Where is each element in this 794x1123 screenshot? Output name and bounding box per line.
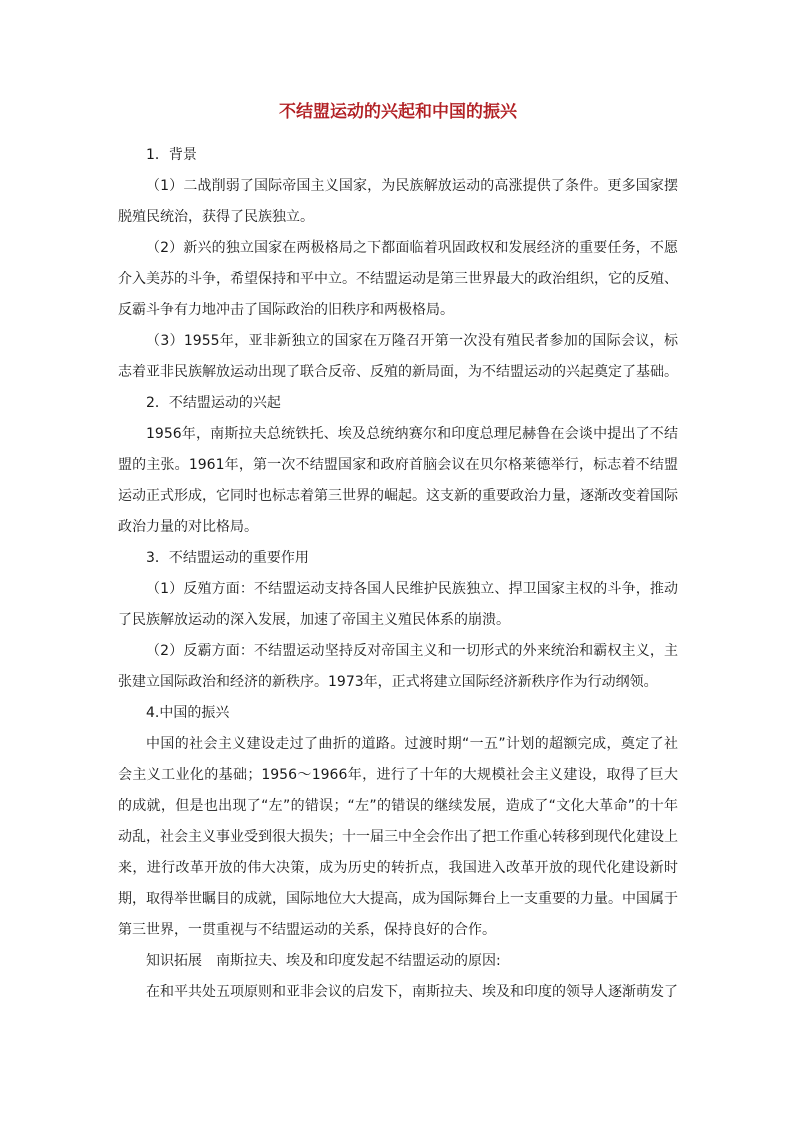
paragraph: （2）新兴的独立国家在两极格局之下都面临着巩固政权和发展经济的重要任务，不愿介入美苏的斗争，希望保持和平中立。不结盟运动是第三世界最大的政治组织，它的反殖、反霸斗争有力地冲击了国际政治的旧秩序和两极格局。 [118, 240, 678, 318]
paragraph: 1956年，南斯拉夫总统铁托、埃及总统纳赛尔和印度总理尼赫鲁在会谈中提出了不结盟的主张。1961年，第一次不结盟国家和政府首脑会议在贝尔格莱德举行，标志着不结盟运动正式形成，它同时也标志着第三世界的崛起。这支新的重要政治力量，逐渐改变着国际政治力量的对比格局。 [118, 426, 678, 535]
paragraph: （1）二战削弱了国际帝国主义国家，为民族解放运动的高涨提供了条件。更多国家摆脱殖民统治，获得了民族独立。 [118, 178, 678, 225]
knowledge-extension-heading: 知识拓展 南斯拉夫、埃及和印度发起不结盟运动的原因: [146, 953, 501, 969]
paragraph: （2）反霸方面：不结盟运动坚持反对帝国主义和一切形式的外来统治和霸权主义，主张建立国际政治和经济的新秩序。1973年，正式将建立国际经济新秩序作为行动纲领。 [118, 643, 678, 690]
section-heading-background: 1．背景 [146, 147, 197, 163]
paragraph: （1）反殖方面：不结盟运动支持各国人民维护民族独立、捍卫国家主权的斗争，推动了民族解放运动的深入发展，加速了帝国主义殖民体系的崩溃。 [118, 581, 678, 628]
document-title: 不结盟运动的兴起和中国的振兴 [279, 102, 517, 122]
paragraph: 中国的社会主义建设走过了曲折的道路。过渡时期“一五”计划的超额完成，奠定了社会主义工业化的基础；1956～1966年，进行了十年的大规模社会主义建设，取得了巨大的成就，但是也出现了“左”的错误；“左”的错误的继续发展，造成了“文化大革命”的十年动乱，社会主义事业受到很大损失；十一届三中全会作出了把工作重心转移到现代化建设上来，进行改革开放的伟大决策，成为历史的转折点，我国进入改革开放的现代化建设新时期，取得举世瞩目的成就，国际地位大大提高，成为国际舞台上一支重要的力量。中国属于第三世界，一贯重视与不结盟运动的关系，保持良好的合作。 [118, 736, 678, 938]
section-heading-rise: 2．不结盟运动的兴起 [146, 395, 281, 411]
document-page [118, 100, 678, 1008]
paragraph: 在和平共处五项原则和亚非会议的启发下，南斯拉夫、埃及和印度的领导人逐渐萌发了 [146, 984, 678, 1000]
section-heading-role: 3．不结盟运动的重要作用 [146, 550, 309, 566]
paragraph: （3）1955年，亚非新独立的国家在万隆召开第一次没有殖民者参加的国际会议，标志着亚非民族解放运动出现了联合反帝、反殖的新局面，为不结盟运动的兴起奠定了基础。 [118, 333, 678, 380]
section-heading-china: 4.中国的振兴 [146, 705, 230, 721]
